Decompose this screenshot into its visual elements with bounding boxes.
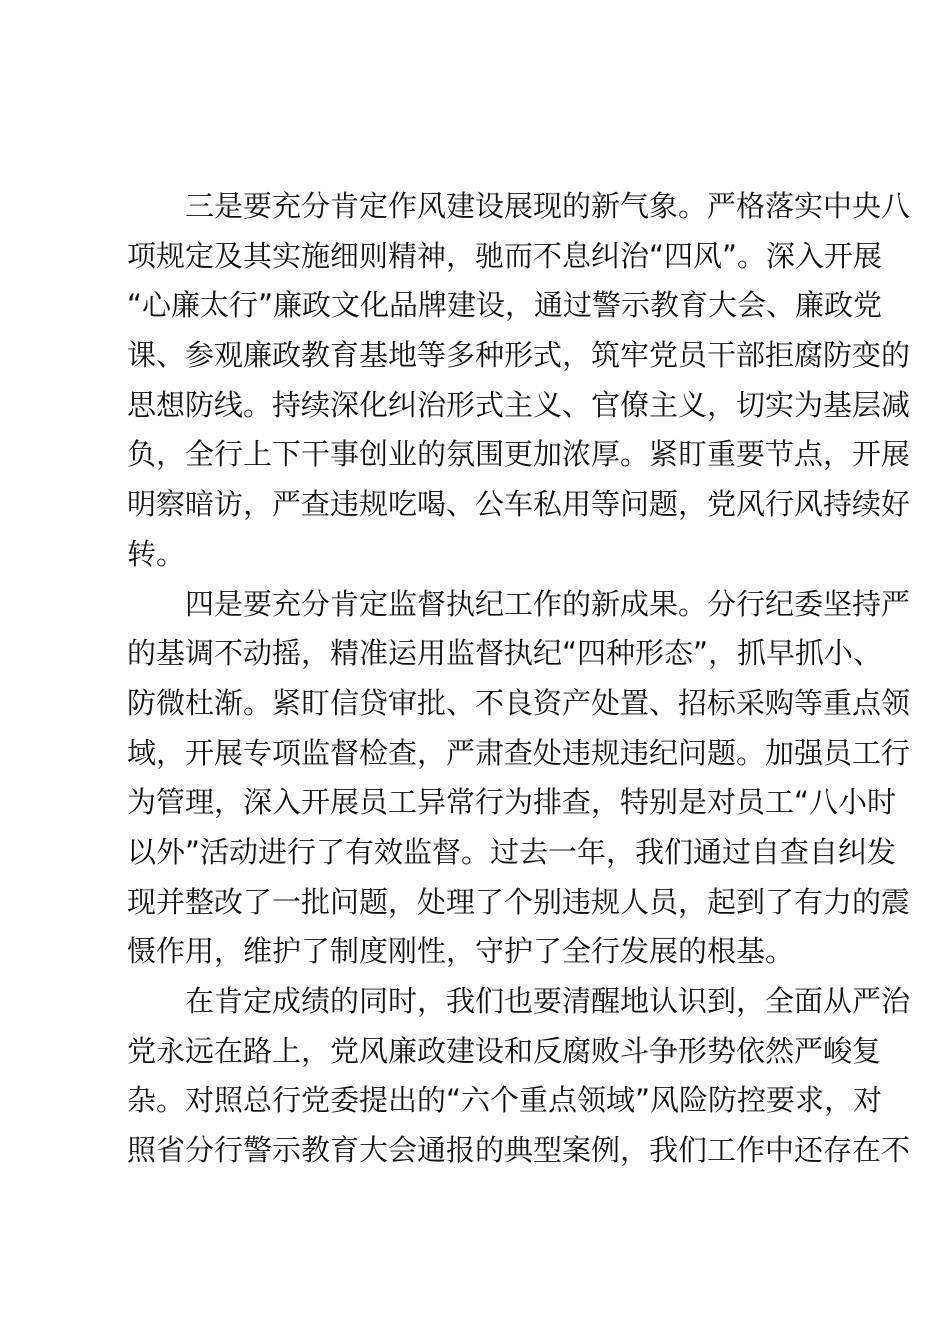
text-line: 课、参观廉政教育基地等多种形式，筑牢党员干部拒腐防变的 <box>127 338 911 373</box>
text-line: 思想防线。持续深化纠治形式主义、官僚主义，切实为基层减 <box>127 387 911 422</box>
text-line: 现并整改了一批问题，处理了个别违规人员，起到了有力的震 <box>127 884 911 919</box>
text-line: 的基调不动摇，精准运用监督执纪“四种形态”，抓早抓小、 <box>127 636 883 671</box>
text-line: 照省分行警示教育大会通报的典型案例，我们工作中还存在不 <box>127 1133 911 1168</box>
paragraph-four-supervision <box>127 580 911 978</box>
document-body <box>127 182 911 1176</box>
text-line: 防微杜渐。紧盯信贷审批、不良资产处置、招标采购等重点领 <box>127 685 911 720</box>
text-line: 四是要充分肯定监督执纪工作的新成果。分行纪委坚持严 <box>185 586 911 621</box>
paragraph-five-challenges <box>127 977 911 1176</box>
text-line: 域，开展专项监督检查，严肃查处违规违纪问题。加强员工行 <box>127 735 911 770</box>
text-line: 党永远在路上，党风廉政建设和反腐败斗争形势依然严峻复 <box>127 1033 882 1068</box>
paragraph-three-shifts-style <box>127 182 911 580</box>
text-line: 三是要充分肯定作风建设展现的新气象。严格落实中央八 <box>185 189 911 223</box>
text-line: 项规定及其实施细则精神，驰而不息纠治“四风”。深入开展 <box>127 238 883 273</box>
text-line: 明察暗访，严查违规吃喝、公车私用等问题，党风行风持续好 <box>127 487 911 522</box>
text-line: 以外”活动进行了有效监督。过去一年，我们通过自查自纠发 <box>127 834 897 869</box>
text-line: 慑作用，维护了制度刚性，守护了全行发展的根基。 <box>127 934 795 969</box>
text-line: 为管理，深入开展员工异常行为排查，特别是对员工“八小时 <box>127 785 897 820</box>
text-line: 负，全行上下干事创业的氛围更加浓厚。紧盯重要节点，开展 <box>127 437 911 472</box>
text-line: 在肯定成绩的同时，我们也要清醒地认识到，全面从严治 <box>185 984 911 1018</box>
text-line: 杂。对照总行党委提出的“六个重点领域”风险防控要求，对 <box>127 1083 883 1118</box>
text-line: 转。 <box>127 536 186 571</box>
text-line: “心廉太行”廉政文化品牌建设，通过警示教育大会、廉政党 <box>127 288 883 323</box>
